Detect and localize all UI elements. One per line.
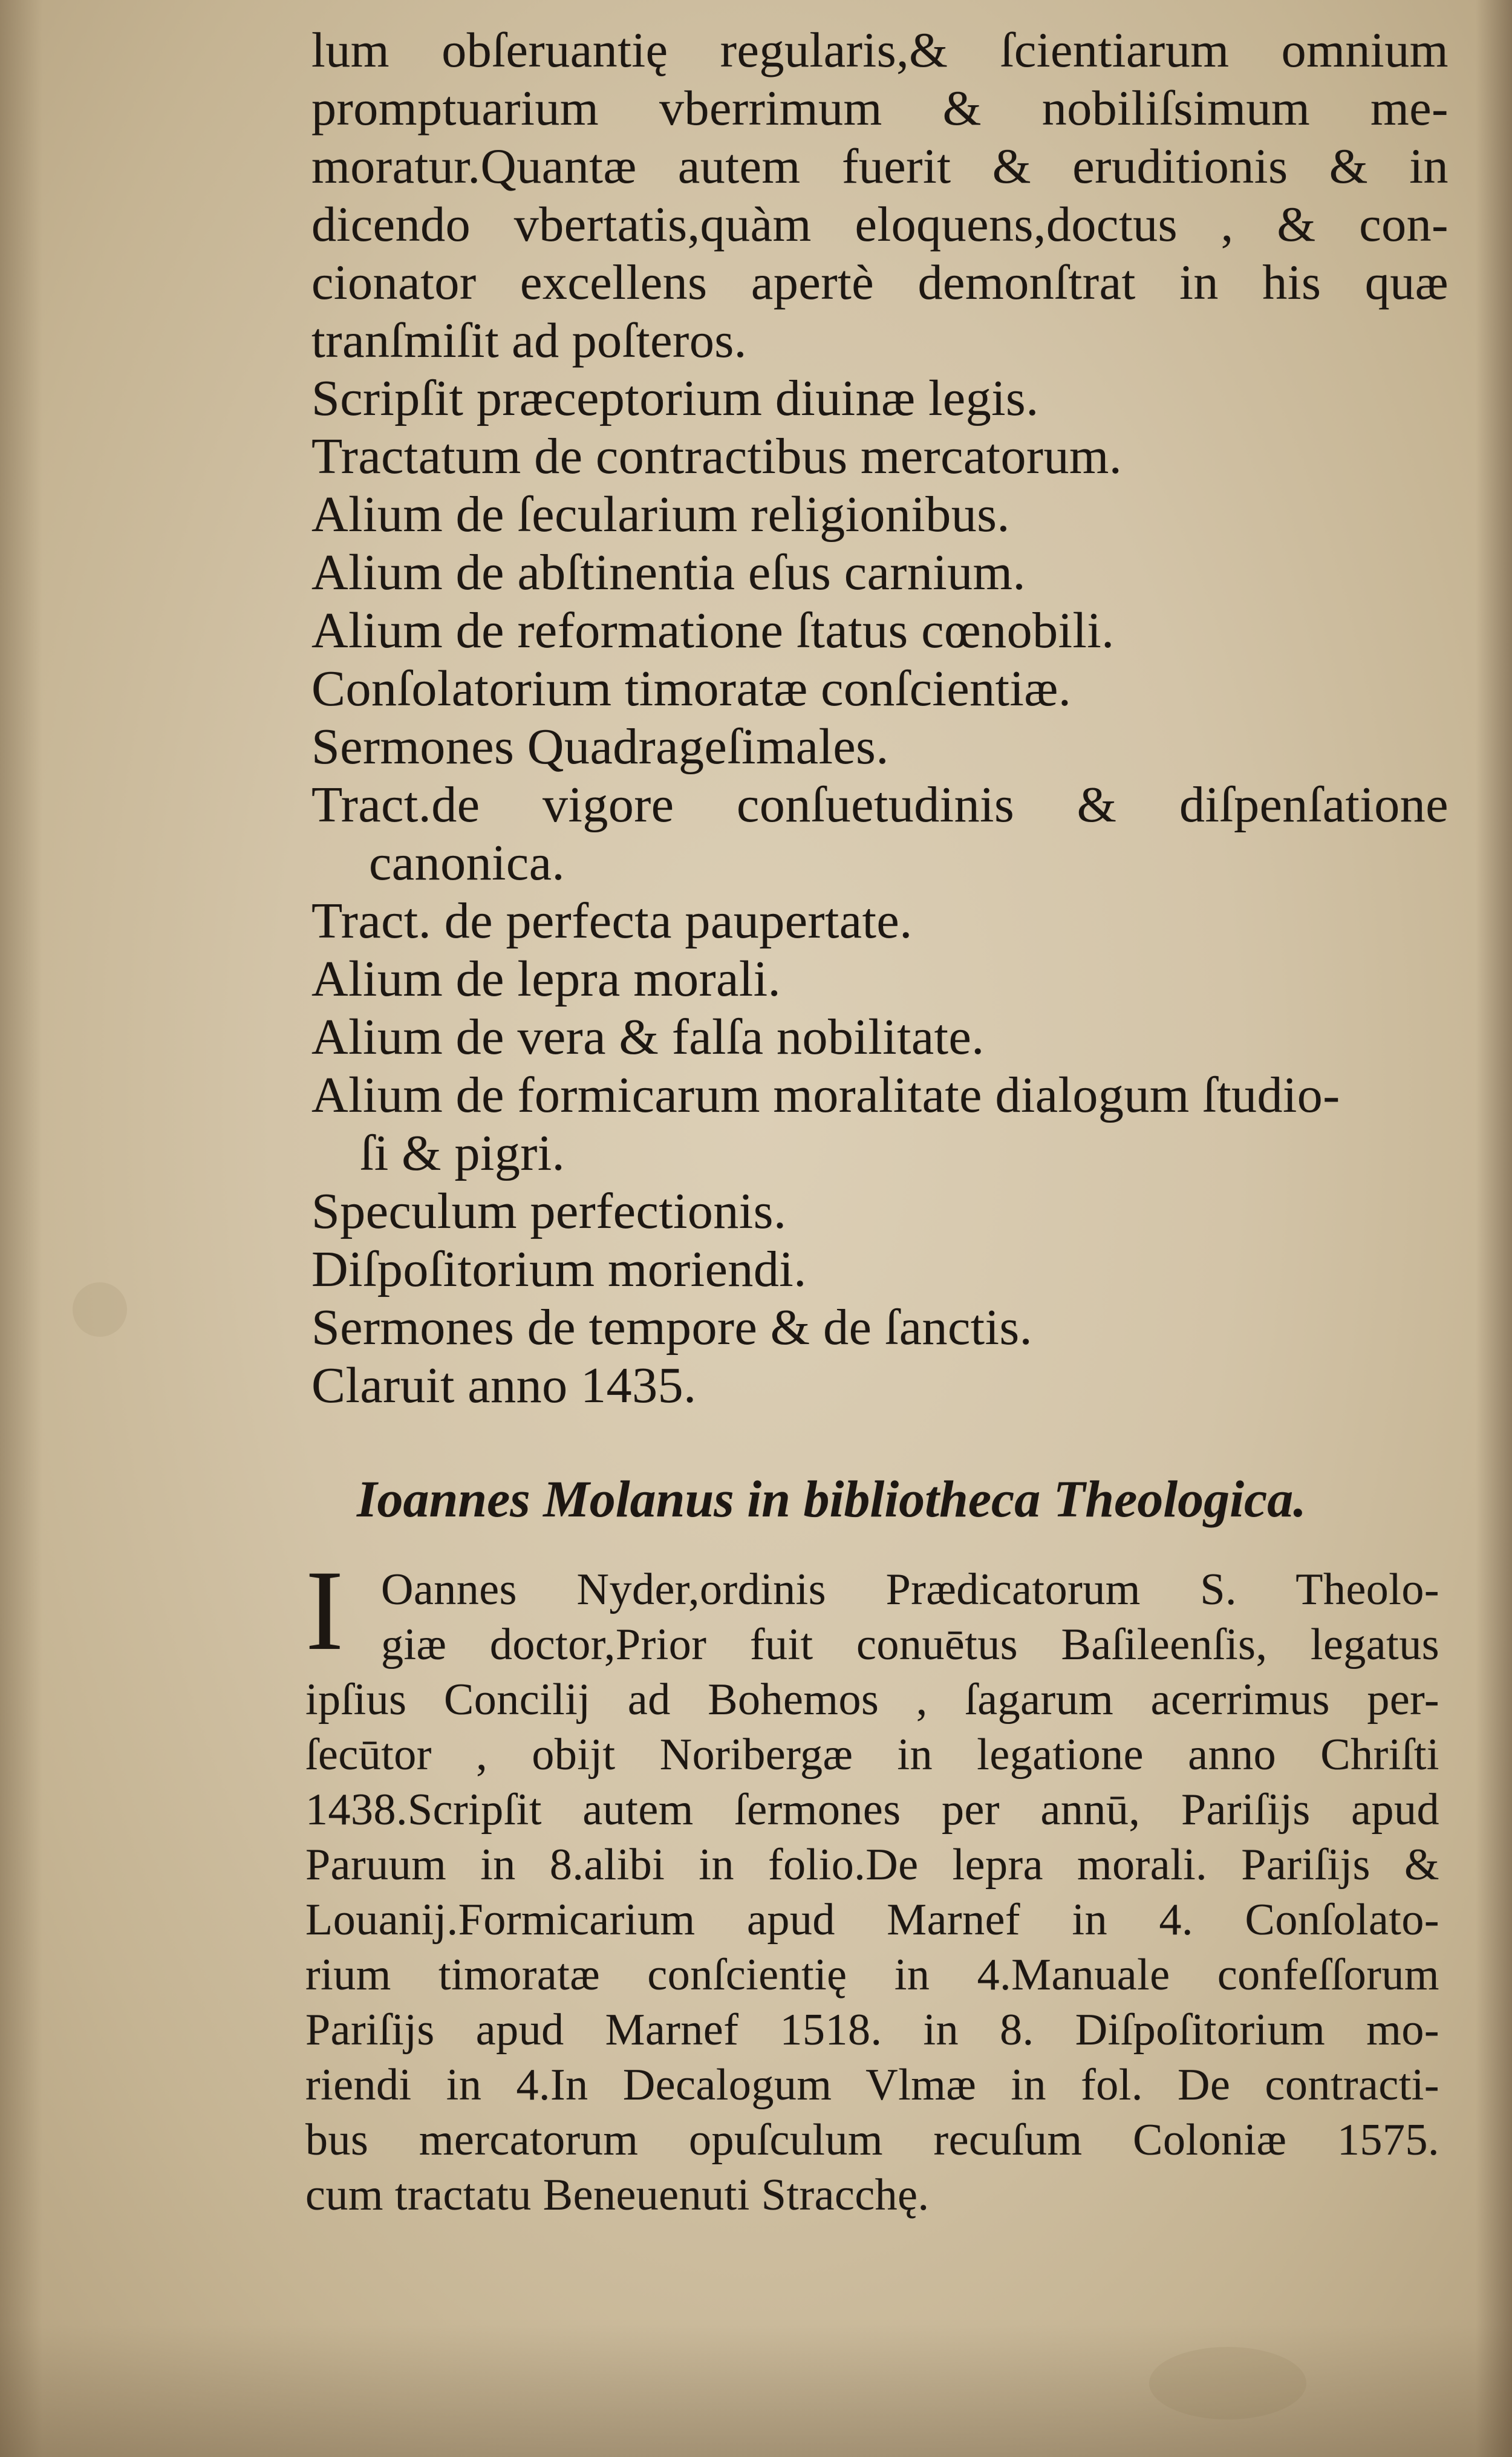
paragraph-line: giæ doctor,Prior fuit conuētus Baſileenſis, legatus (381, 1620, 1439, 1669)
work-title-continuation: canonica. (369, 835, 565, 891)
claruit-line: Claruit anno 1435. (311, 1357, 697, 1414)
work-title: Tract.de vigore conſuetudinis & diſpenſatione (311, 777, 1448, 833)
work-title: Speculum perfectionis. (311, 1183, 787, 1239)
work-title: Alium de vera & falſa nobilitate. (311, 1009, 985, 1065)
paragraph-line: ipſius Concilij ad Bohemos , ſagarum acerrimus per- (305, 1675, 1439, 1724)
work-title: Sermones Quadrageſimales. (311, 719, 889, 775)
work-title: Sermones de tempore & de ſanctis. (311, 1299, 1033, 1356)
main-text-block (311, 21, 1448, 1415)
work-title: Tract. de perfecta paupertate. (311, 893, 913, 949)
work-title: Alium de reformatione ſtatus cœnobili. (311, 602, 1115, 659)
work-title: Alium de abſtinentia eſus carnium. (311, 544, 1026, 601)
text-line: cionator excellens apertè demonſtrat in his quæ (311, 255, 1448, 310)
page-edge-shadow-right (1476, 0, 1512, 2457)
paragraph-line: Pariſijs apud Marnef 1518. in 8. Diſpoſitorium mo- (305, 2005, 1439, 2055)
paper-stain (73, 1282, 127, 1337)
paper-stain (1149, 2347, 1306, 2419)
text-line: promptuarium vberrimum & nobiliſsimum me- (311, 80, 1448, 135)
work-title: Alium de formicarum moralitate dialogum ſtudio- (311, 1067, 1340, 1123)
paragraph-line: Oannes Nyder,ordinis Prædicatorum S. Theolo- (381, 1565, 1439, 1614)
molanus-paragraph (305, 1562, 1439, 2223)
paragraph-line: bus mercatorum opuſculum recuſum Coloniæ 1575. (305, 2115, 1439, 2165)
text-line: lum obſeruantię regularis,& ſcientiarum omnium (311, 22, 1448, 77)
paragraph-line: rium timoratæ conſcientię in 4.Manuale confeſſorum (305, 1950, 1439, 2000)
paragraph-line: cum tractatu Beneuenuti Stracchę. (305, 2170, 930, 2220)
section-heading: Ioannes Molanus in bibliotheca Theologica. (357, 1470, 1306, 1528)
work-title: Scripſit præceptorium diuinæ legis. (311, 370, 1039, 426)
work-title: Alium de lepra morali. (311, 951, 781, 1007)
paragraph-line: Paruum in 8.alibi in folio.De lepra morali. Pariſijs & (305, 1840, 1439, 1890)
drop-cap: I (305, 1547, 344, 1674)
work-title: Alium de ſecularium religionibus. (311, 486, 1010, 543)
text-line: tranſmiſit ad poſteros. (311, 313, 747, 368)
paragraph-line: riendi in 4.In Decalogum Vlmæ in fol. De contracti- (305, 2060, 1439, 2110)
work-title-continuation: ſi & pigri. (360, 1125, 565, 1181)
text-line: dicendo vbertatis,quàm eloquens,doctus , & con- (311, 197, 1448, 252)
page-edge-shadow-left (0, 0, 42, 2457)
work-title: Diſpoſitorium moriendi. (311, 1241, 807, 1297)
work-title: Tractatum de contractibus mercatorum. (311, 428, 1123, 485)
text-line: moratur.Quantæ autem fuerit & eruditionis & in (311, 139, 1448, 194)
paragraph-line: 1438.Scripſit autem ſermones per annū, Pariſijs apud (305, 1785, 1439, 1835)
paragraph-line: Louanij.Formicarium apud Marnef in 4. Conſolato- (305, 1895, 1439, 1945)
work-title: Conſolatorium timoratæ conſcientiæ. (311, 661, 1072, 717)
paragraph-line: ſecūtor , obijt Noribergæ in legatione anno Chriſti (305, 1730, 1439, 1780)
